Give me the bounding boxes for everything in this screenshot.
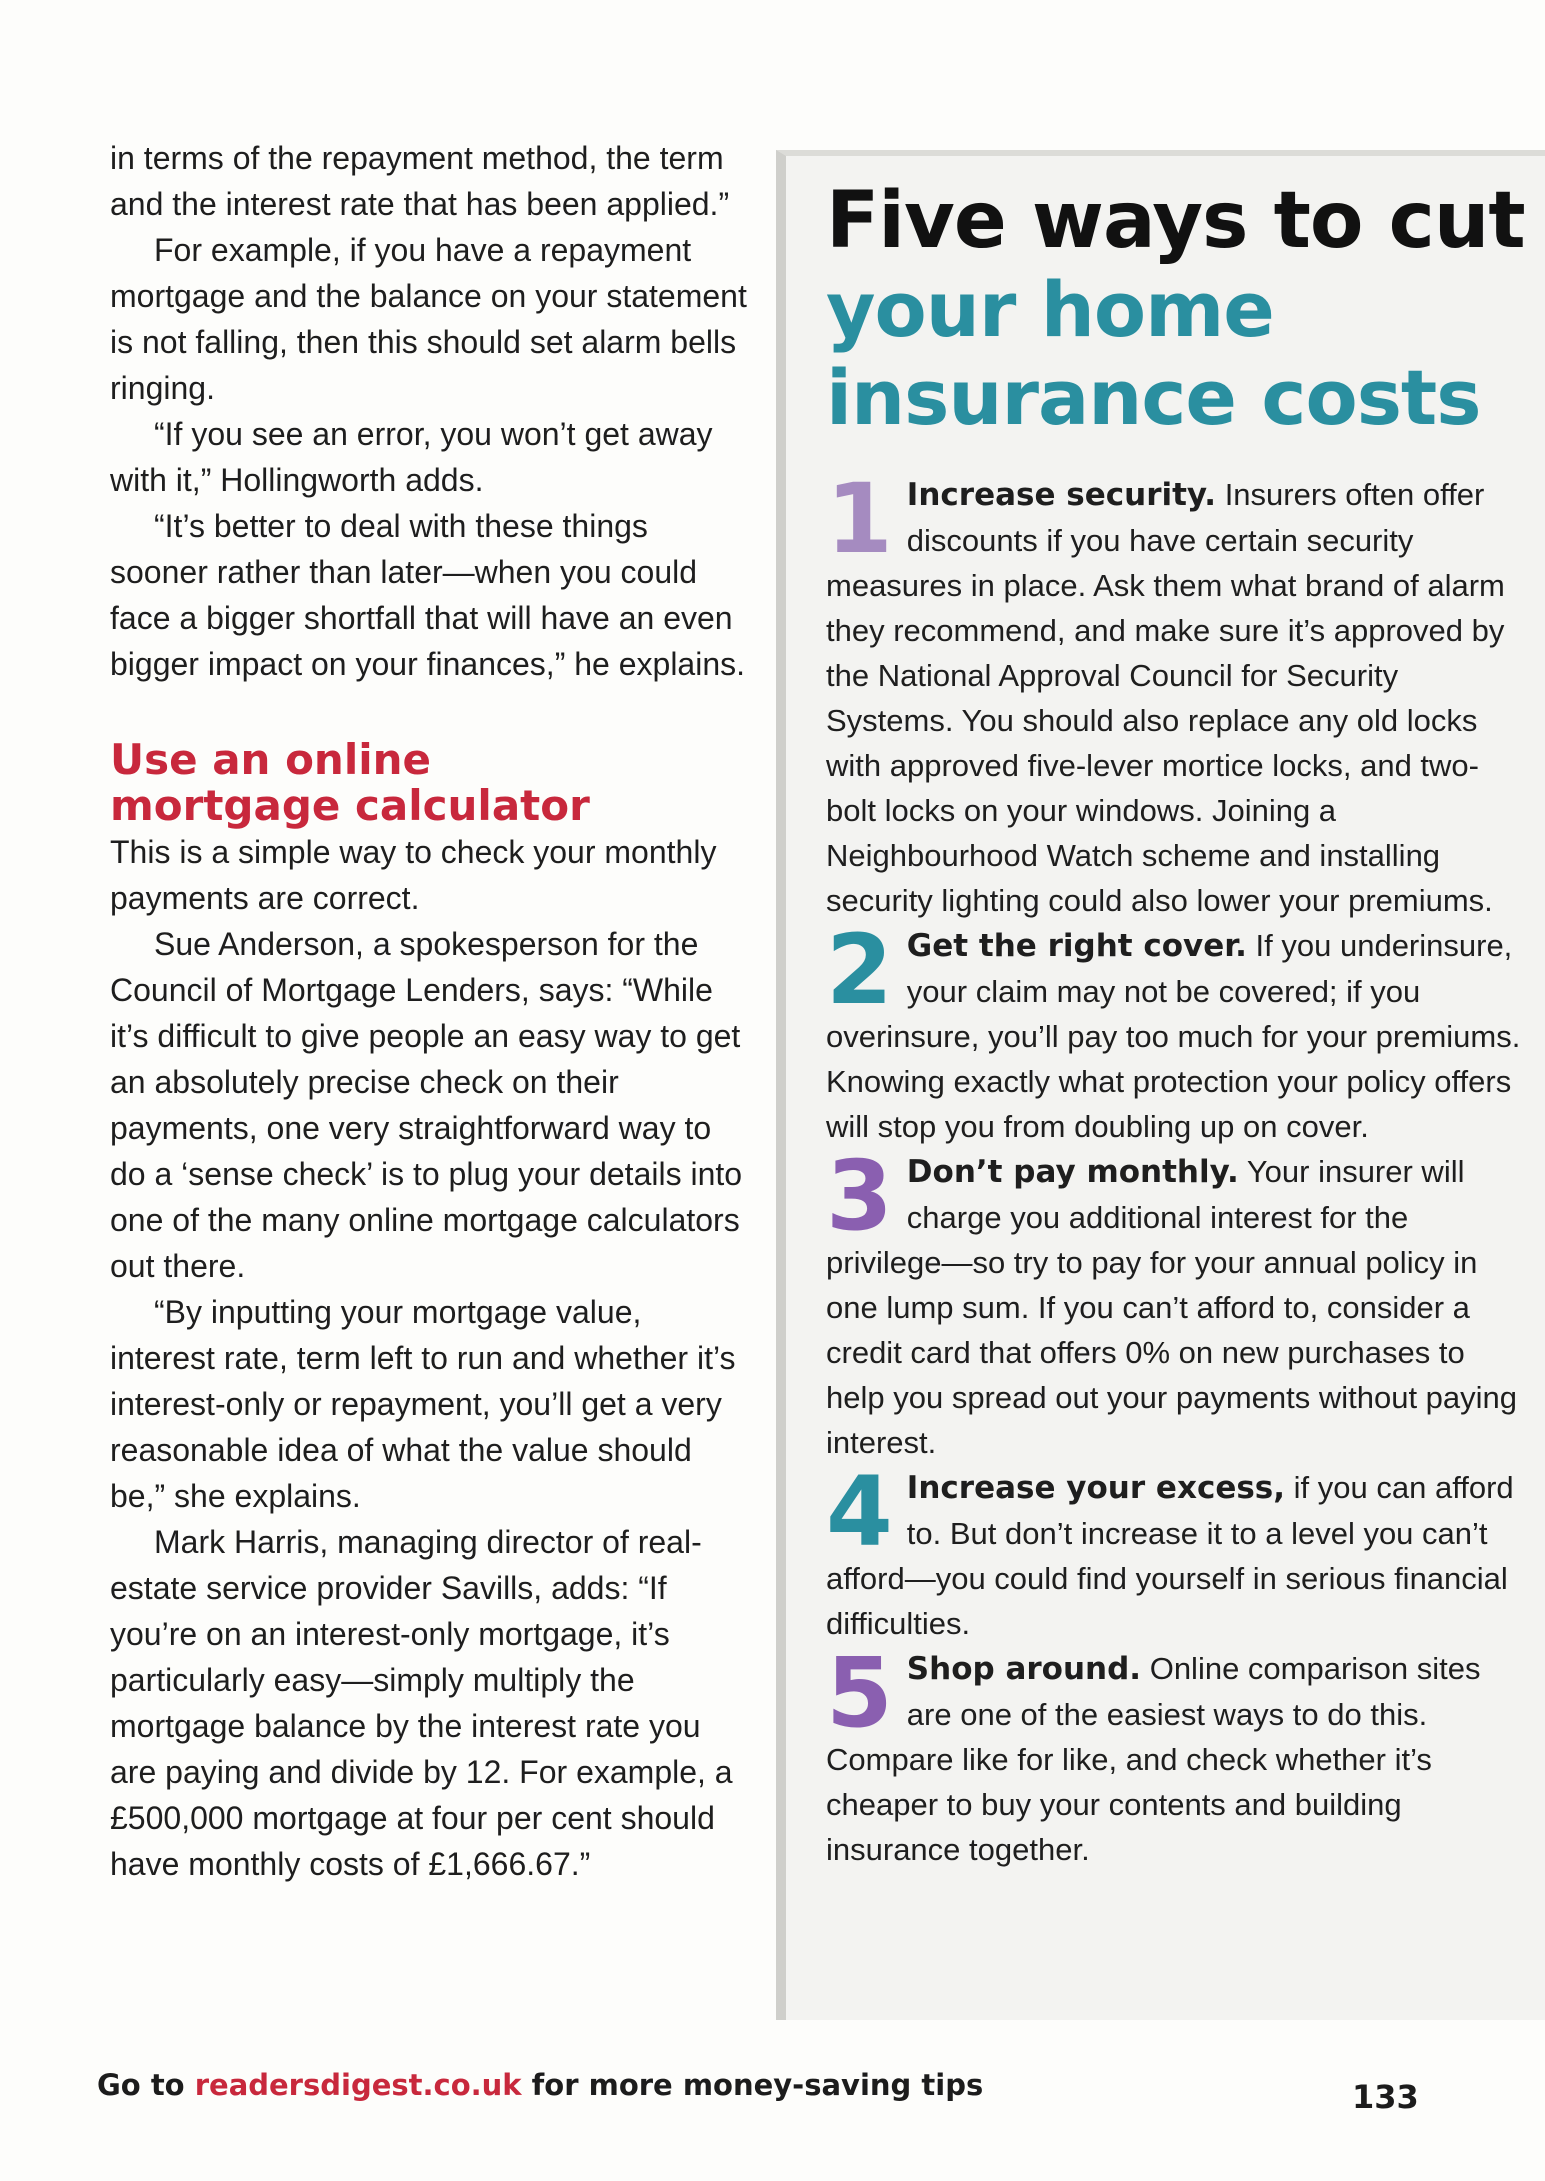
- footer-link[interactable]: readersdigest.co.uk: [194, 2068, 522, 2102]
- subheading-line: mortgage calculator: [110, 781, 590, 830]
- article-paragraph: This is a simple way to check your monthly payments are correct.: [110, 834, 717, 916]
- tip-number: 4: [826, 1456, 893, 1568]
- tip-number: 3: [826, 1140, 893, 1252]
- article-paragraph: Mark Harris, managing director of real-estate service provider Savills, adds: “If you’re on an interest-only mortgage, it’s particularly easy—simply multiply the mortgage balance by the interest rate you are paying and divide by 12. For example, a £500,000 mortgage at four per cent should have monthly costs of £1,666.67.”: [110, 1524, 733, 1882]
- tip-item: [826, 1456, 1526, 1646]
- article-paragraph: “By inputting your mortgage value, interest rate, term left to run and whether it’s interest-only or repayment, you’ll get a very reasonable idea of what the value should be,” she explains.: [110, 1294, 736, 1514]
- tips-list: [826, 463, 1526, 1872]
- tip-body: Online comparison sites are one of the easiest ways to do this. Compare like for like, and check whether it’s cheaper to buy your contents and building insurance together.: [826, 1651, 1481, 1867]
- tip-heading: Increase your excess,: [906, 1470, 1286, 1506]
- article-paragraph: Sue Anderson, a spokesperson for the Council of Mortgage Lenders, says: “While it’s difficult to give people an easy way to get an absolutely precise check on their payments, one very straightforward way to do a ‘sense check’ is to plug your details into one of the many online mortgage calculators out there.: [110, 926, 743, 1284]
- article-paragraph: “If you see an error, you won’t get away with it,” Hollingworth adds.: [110, 416, 713, 498]
- tip-body: Insurers often offer discounts if you have certain security measures in place. Ask them what brand of alarm they recommend, and make sure it’s approved by the National Approval Council for Security Systems. You should also replace any old locks with approved five-lever mortice locks, and two-bolt locks on your windows. Joining a Neighbourhood Watch scheme and installing security lighting could also lower your premiums.: [826, 477, 1505, 918]
- tip-item: [826, 914, 1526, 1149]
- article-left-column: [110, 135, 750, 1887]
- article-paragraph: For example, if you have a repayment mortgage and the balance on your statement is not falling, then this should set alarm bells ringing.: [110, 232, 747, 406]
- tip-number: 1: [826, 463, 893, 575]
- subheading-line: Use an online: [110, 735, 432, 784]
- sidebar-title-line: insurance costs: [826, 353, 1481, 442]
- tip-item: [826, 463, 1526, 923]
- tip-heading: Get the right cover.: [906, 928, 1247, 964]
- tip-item: [826, 1637, 1526, 1872]
- sidebar-title-line: your home: [826, 265, 1274, 354]
- article-paragraph: in terms of the repayment method, the term and the interest rate that has been applied.”: [110, 140, 730, 222]
- tip-number: 5: [826, 1637, 893, 1749]
- tip-heading: Increase security.: [906, 477, 1217, 513]
- footer-suffix: for more money-saving tips: [521, 2068, 984, 2102]
- tip-body: If you underinsure, your claim may not be covered; if you overinsure, you’ll pay too much for your premiums. Knowing exactly what protection your policy offers will stop you from doubling up on cover.: [826, 928, 1521, 1144]
- tip-item: [826, 1140, 1526, 1465]
- tip-number: 2: [826, 914, 893, 1026]
- sidebar-title-line: Five ways to cut: [826, 176, 1525, 266]
- page-number: 133: [1352, 2078, 1419, 2116]
- tip-heading: Don’t pay monthly.: [906, 1154, 1239, 1190]
- article-paragraph: “It’s better to deal with these things sooner rather than later—when you could face a bigger shortfall that will have an even bigger impact on your finances,” he explains.: [110, 508, 746, 682]
- tip-heading: Shop around.: [906, 1651, 1142, 1687]
- tips-sidebar-box: [776, 150, 1545, 2020]
- section-subheading: [110, 737, 750, 829]
- tip-body: Your insurer will charge you additional interest for the privilege—so try to pay for your annual policy in one lump sum. If you can’t afford to, consider a credit card that offers 0% on new purchases to help you spread out your payments without paying interest.: [826, 1154, 1518, 1460]
- tip-body: if you can afford to. But don’t increase it to a level you can’t afford—you could find yourself in serious financial difficulties.: [826, 1470, 1514, 1641]
- page-footer: [97, 2068, 1097, 2102]
- footer-prefix: Go to: [97, 2068, 195, 2102]
